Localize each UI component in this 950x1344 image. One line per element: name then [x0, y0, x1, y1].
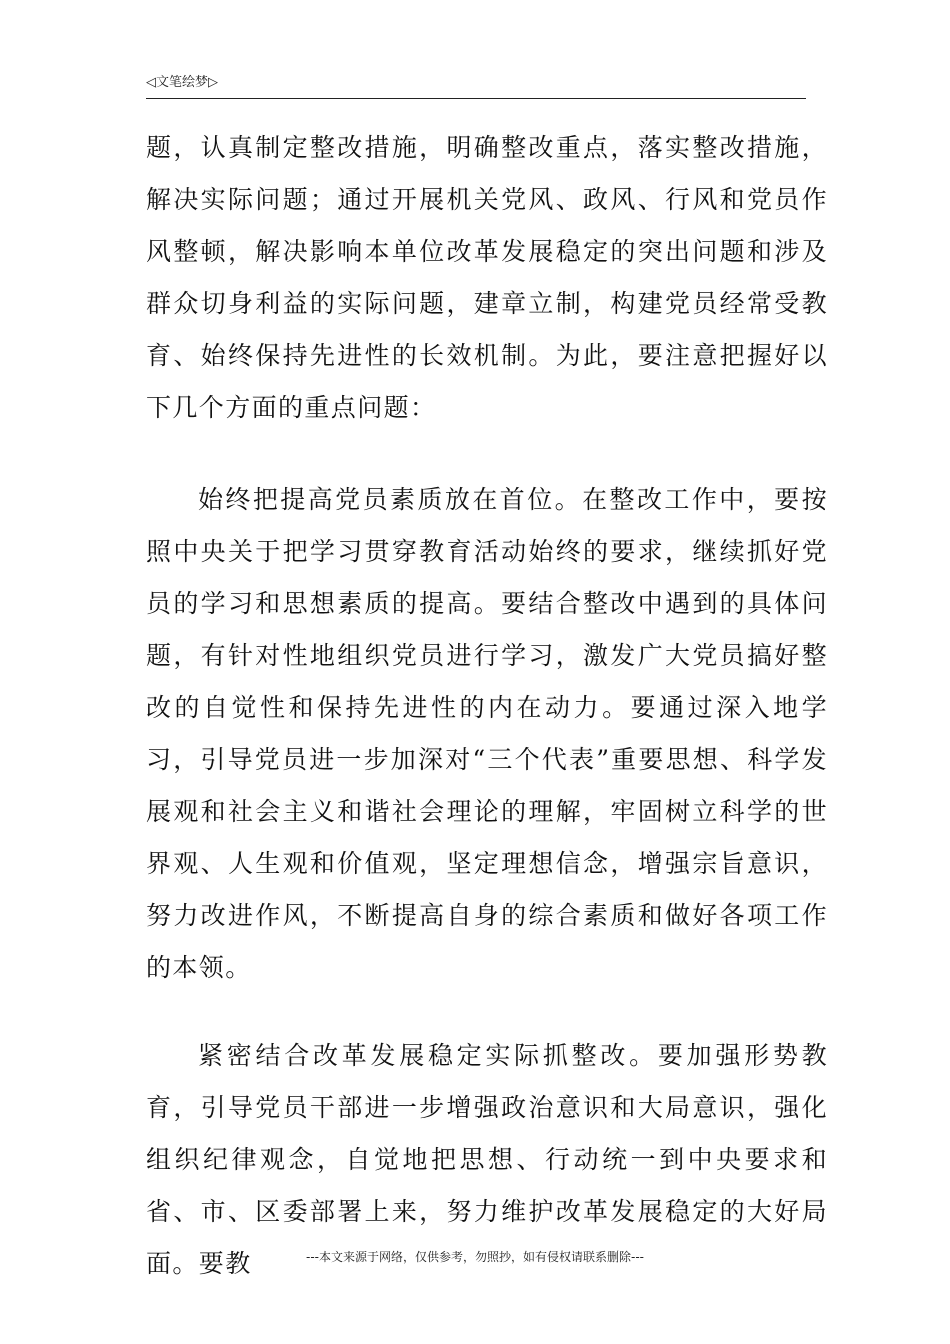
paragraph-gap — [146, 434, 828, 474]
header-logo-text: ◁文笔绘梦▷ — [146, 75, 218, 90]
page-header — [146, 74, 806, 99]
page-footer-disclaimer: ---本文来源于网络，仅供参考，勿照抄，如有侵权请联系删除--- — [306, 1250, 644, 1264]
paragraph-improve-member-quality: 始终把提高党员素质放在首位。在整改工作中，要按照中央关于把学习贯穿教育活动始终的要求，继续抓好党员的学习和思想素质的提高。要结合整改中遇到的具体问题，有针对性地组织党员进行学习，激发广大党员搞好整改的自觉性和保持先进性的内在动力。要通过深入地学习，引导党员进一步加深对“三个代表”重要思想、科学发展观和社会主义和谐社会理论的理解，牢固树立科学的世界观、人生观和价值观，坚定理想信念，增强宗旨意识，努力改进作风，不断提高自身的综合素质和做好各项工作的本领。 — [146, 485, 828, 982]
paragraph-reform-development-stability: 紧密结合改革发展稳定实际抓整改。要加强形势教育，引导党员干部进一步增强政治意识和大局意识，强化组织纪律观念，自觉地把思想、行动统一到中央要求和省、市、区委部署上来，努力维护改革发展稳定的大好局面。要教 — [146, 1041, 828, 1278]
paragraph-gap — [146, 994, 828, 1030]
document-body — [146, 122, 828, 1290]
paragraph-continued: 题，认真制定整改措施，明确整改重点，落实整改措施，解决实际问题；通过开展机关党风、政风、行风和党员作风整顿，解决影响本单位改革发展稳定的突出问题和涉及群众切身利益的实际问题，建章立制，构建党员经常受教育、始终保持先进性的长效机制。为此，要注意把握好以下几个方面的重点问题： — [146, 133, 828, 422]
